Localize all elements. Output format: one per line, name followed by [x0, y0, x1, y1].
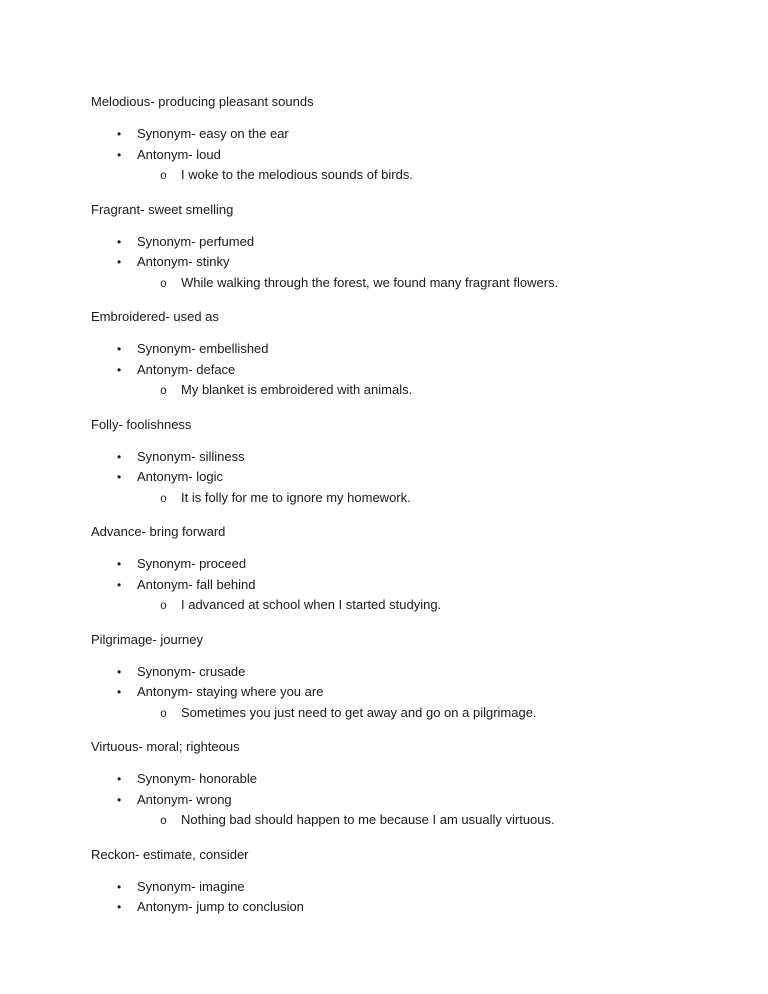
example-sentence: I advanced at school when I started studying.	[181, 597, 442, 612]
bullet-icon: •	[117, 234, 122, 249]
example-line	[91, 703, 698, 726]
synonym-line	[91, 554, 698, 575]
example-line	[91, 595, 698, 618]
bullet-icon: •	[117, 685, 122, 699]
entry-bullet-list	[91, 662, 698, 726]
synonym-text: Synonym- easy on the ear	[137, 126, 289, 141]
entry-bullet-list	[91, 877, 698, 918]
synonym-text: Synonym- embellished	[137, 341, 269, 356]
bullet-icon: •	[117, 449, 122, 464]
synonym-line	[91, 877, 698, 898]
antonym-text: Antonym- fall behind	[137, 576, 256, 592]
vocab-entry	[91, 522, 698, 618]
circle-bullet-icon: o	[160, 492, 167, 506]
synonym-text: Synonym- imagine	[137, 878, 245, 894]
example-sentence: I woke to the melodious sounds of birds.	[181, 167, 413, 182]
antonym-line	[91, 790, 698, 811]
document-body	[91, 92, 698, 918]
example-sentence: Sometimes you just need to get away and go on a pilgrimage.	[181, 704, 537, 720]
antonym-line	[91, 360, 698, 381]
example-line	[91, 380, 698, 403]
antonym-line	[91, 897, 698, 918]
example-sentence: It is folly for me to ignore my homework.	[181, 489, 411, 505]
synonym-line	[91, 769, 698, 790]
entry-bullet-list	[91, 124, 698, 188]
antonym-text: Antonym- staying where you are	[137, 684, 324, 699]
synonym-line	[91, 662, 698, 683]
vocab-entry	[91, 630, 698, 726]
vocab-entry	[91, 845, 698, 918]
bullet-icon: •	[117, 879, 122, 894]
example-line	[91, 273, 698, 296]
entry-heading: Fragrant- sweet smelling	[91, 201, 234, 217]
vocab-entry	[91, 415, 698, 511]
synonym-text: Synonym- honorable	[137, 771, 257, 786]
example-sentence: Nothing bad should happen to me because I am usually virtuous.	[181, 812, 555, 827]
example-sentence: While walking through the forest, we found many fragrant flowers.	[181, 274, 559, 290]
bullet-icon: •	[117, 470, 122, 484]
synonym-line	[91, 124, 698, 145]
antonym-line	[91, 145, 698, 166]
entry-heading: Folly- foolishness	[91, 416, 192, 432]
circle-bullet-icon: o	[160, 170, 167, 183]
antonym-text: Antonym- loud	[137, 146, 221, 162]
antonym-line	[91, 467, 698, 488]
circle-bullet-icon: o	[160, 707, 167, 721]
antonym-text: Antonym- wrong	[137, 791, 232, 807]
entry-heading: Embroidered- used as	[91, 309, 219, 324]
antonym-text: Antonym- deface	[137, 361, 236, 377]
bullet-icon: •	[117, 362, 122, 377]
entry-bullet-list	[91, 447, 698, 511]
entry-heading: Melodious- producing pleasant sounds	[91, 94, 314, 109]
synonym-line	[91, 447, 698, 468]
entry-bullet-list	[91, 769, 698, 833]
circle-bullet-icon: o	[160, 600, 167, 613]
example-line	[91, 165, 698, 188]
bullet-icon: •	[117, 664, 122, 679]
entry-heading: Reckon- estimate, consider	[91, 846, 249, 862]
circle-bullet-icon: o	[160, 815, 167, 828]
entry-bullet-list	[91, 232, 698, 296]
synonym-text: Synonym- perfumed	[137, 233, 255, 249]
vocab-entry	[91, 92, 698, 188]
circle-bullet-icon: o	[160, 385, 167, 398]
entry-heading: Pilgrimage- journey	[91, 631, 203, 647]
synonym-line	[91, 232, 698, 253]
vocab-entry	[91, 307, 698, 403]
antonym-line	[91, 575, 698, 596]
bullet-icon: •	[117, 557, 122, 571]
entry-heading: Virtuous- moral; righteous	[91, 739, 240, 754]
example-sentence: My blanket is embroidered with animals.	[181, 382, 413, 397]
bullet-icon: •	[117, 342, 122, 356]
antonym-text: Antonym- stinky	[137, 254, 230, 269]
vocab-entry	[91, 200, 698, 296]
example-line	[91, 810, 698, 833]
entry-bullet-list	[91, 339, 698, 403]
antonym-text: Antonym- logic	[137, 469, 223, 484]
entry-heading: Advance- bring forward	[91, 524, 226, 539]
antonym-line	[91, 682, 698, 703]
circle-bullet-icon: o	[160, 277, 167, 291]
bullet-icon: •	[117, 255, 122, 269]
vocab-entry	[91, 737, 698, 833]
bullet-icon: •	[117, 792, 122, 807]
bullet-icon: •	[117, 577, 122, 592]
bullet-icon: •	[117, 147, 122, 162]
antonym-line	[91, 252, 698, 273]
example-line	[91, 488, 698, 511]
entry-bullet-list	[91, 554, 698, 618]
synonym-line	[91, 339, 698, 360]
bullet-icon: •	[117, 772, 122, 786]
bullet-icon: •	[117, 127, 122, 141]
synonym-text: Synonym- silliness	[137, 448, 245, 464]
synonym-text: Synonym- proceed	[137, 556, 247, 571]
antonym-text: Antonym- jump to conclusion	[137, 899, 304, 914]
synonym-text: Synonym- crusade	[137, 663, 246, 679]
bullet-icon: •	[117, 900, 122, 914]
